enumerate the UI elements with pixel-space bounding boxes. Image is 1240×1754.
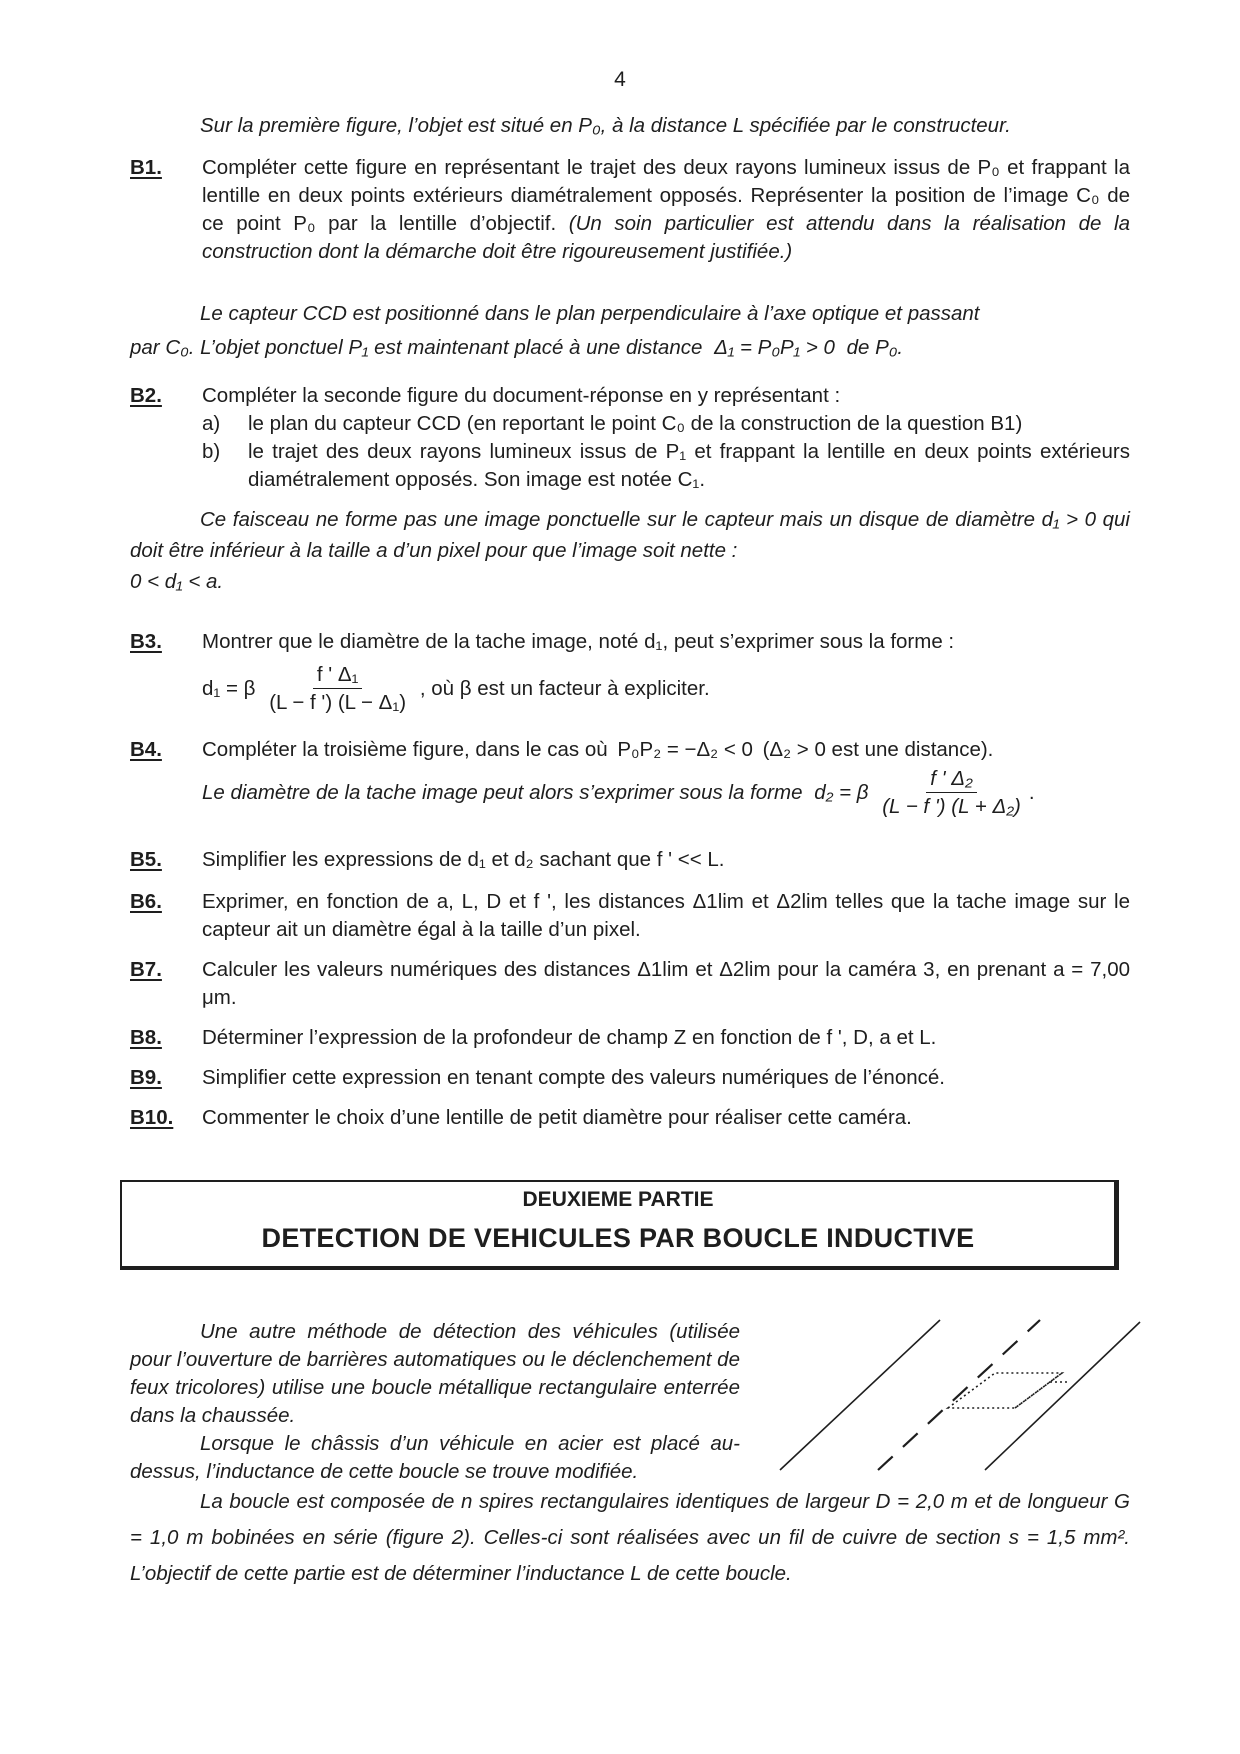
- question-b2: [130, 382, 1130, 494]
- question-label: B1.: [130, 156, 162, 179]
- formula-after: , où β est un facteur à expliciter.: [419, 676, 710, 700]
- faisceau-paragraph: [130, 504, 1130, 597]
- question-label: B5.: [130, 848, 162, 871]
- question-label: B8.: [130, 1026, 162, 1049]
- question-b10: [130, 1104, 1130, 1132]
- formula-end: .: [1028, 780, 1035, 804]
- ccd-paragraph-line2: [130, 334, 1130, 362]
- road-edge-left: [780, 1320, 940, 1470]
- question-b8: [130, 1024, 1130, 1052]
- intro-paragraph-2: Lorsque le châssis d’un véhicule en acier est placé au-dessus, l’inductance de cette boucle se trouve modifiée.: [130, 1432, 740, 1483]
- question-b7: [130, 956, 1130, 1012]
- formula-numerator: f ' Δ₁: [313, 662, 363, 689]
- part-subtitle: DEUXIEME PARTIE: [522, 1188, 714, 1211]
- faisceau-text: Ce faisceau ne forme pas une image ponctuelle sur le capteur mais un disque de diamètre d₁ > 0 qui doit être inférieur à la taille a d’un pixel pour que l’image soit nette :: [130, 508, 1130, 562]
- d2-formula-line: [202, 766, 1130, 821]
- formula-denominator: (L − f ') (L + Δ₂): [882, 795, 1021, 818]
- ccd-paragraph-line1: Le capteur CCD est positionné dans le plan perpendiculaire à l’axe optique et passant: [200, 302, 980, 325]
- question-b9: [130, 1064, 1130, 1092]
- sharpness-condition: 0 < d₁ < a.: [130, 570, 224, 593]
- part-title: DETECTION DE VEHICULES PAR BOUCLE INDUCTIVE: [261, 1223, 975, 1253]
- intro-line: Sur la première figure, l’objet est situé en P₀, à la distance L spécifiée par le constructeur.: [200, 114, 1011, 137]
- p0p2-formula: P₀P₂ = −Δ₂ < 0: [617, 738, 753, 761]
- page-number: 4: [614, 68, 626, 91]
- question-text: Calculer les valeurs numériques des distances Δ1lim et Δ2lim pour la caméra 3, en prenant a = 7,00 μm.: [202, 958, 1130, 1009]
- question-text: Montrer que le diamètre de la tache image, noté d₁, peut s’exprimer sous la forme :: [202, 630, 955, 653]
- item-text: le trajet des deux rayons lumineux issus de P₁ et frappant la lentille en deux points extérieurs diamétralement opposés. Son image est notée C₁.: [248, 440, 1130, 491]
- intro-paragraph-1: Une autre méthode de détection des véhicules (utilisée pour l’ouverture de barrières automatiques ou le déclenchement de feux tricolores) utilise une boucle métallique rectangulaire enterrée dans la chaussée.: [130, 1320, 740, 1427]
- ccd-text-end: de P₀.: [846, 336, 904, 359]
- question-label: B4.: [130, 738, 162, 761]
- question-label: B9.: [130, 1066, 162, 1089]
- road-edge-right: [985, 1322, 1140, 1470]
- question-note: (Un soin particulier est attendu dans la réalisation de la construction dont la démarche doit être rigoureusement justifiée.): [202, 212, 1131, 263]
- d1-formula: [202, 662, 1130, 717]
- question-text: Simplifier cette expression en tenant compte des valeurs numériques de l’énoncé.: [202, 1066, 945, 1089]
- part-header-box: [120, 1180, 1119, 1270]
- formula-lhs: d₂ = β: [814, 780, 869, 804]
- question-text: Exprimer, en fonction de a, L, D et f ', les distances Δ1lim et Δ2lim telles que la tache image sur le capteur ait un diamètre égal à la taille d’un pixel.: [202, 890, 1130, 941]
- question-text: Compléter la troisième figure, dans le cas où: [202, 738, 608, 761]
- road-loop-figure: [770, 1310, 1150, 1480]
- delta1-formula: Δ₁ = P₀P₁ > 0: [714, 336, 835, 359]
- item-text: le plan du capteur CCD (en reportant le point C₀ de la construction de la question B1): [248, 412, 1023, 435]
- question-text: Compléter la seconde figure du document-réponse en y représentant :: [202, 384, 841, 407]
- item-letter: b): [202, 440, 221, 463]
- question-b6: [130, 888, 1130, 944]
- question-label: B7.: [130, 958, 162, 981]
- question-text: Compléter cette figure en représentant le trajet des deux rayons lumineux issus de P₀ et frappant la lentille en deux points extérieurs diamétralement opposés. Représenter la position de l’image C₀ de ce point P₀ par la lentille d’objectif.: [202, 156, 1130, 235]
- question-text: Commenter le choix d’une lentille de petit diamètre pour réaliser cette caméra.: [202, 1106, 912, 1129]
- formula-denominator: (L − f ') (L − Δ₁): [269, 691, 407, 714]
- question-label: B2.: [130, 384, 162, 407]
- question-label: B6.: [130, 890, 162, 913]
- item-letter: a): [202, 412, 221, 435]
- question-b1: [130, 154, 1130, 266]
- question-text-end: (Δ₂ > 0 est une distance).: [762, 738, 994, 761]
- question-b3: [130, 628, 1130, 717]
- question-label: B3.: [130, 630, 162, 653]
- part-intro: [130, 1318, 740, 1486]
- boucle-paragraph: La boucle est composée de n spires rectangulaires identiques de largeur D = 2,0 m et de longueur G = 1,0 m bobinées en série (figure 2). Celles-ci sont réalisées avec un fil de cuivre de section s = 1,5 mm². L’objectif de cette partie est de déterminer l’inductance L de cette boucle.: [130, 1490, 1130, 1585]
- formula-numerator: f ' Δ₂: [926, 766, 977, 793]
- formula-lhs: d₁ = β: [202, 676, 256, 700]
- question-b5: [130, 846, 1130, 874]
- d2-intro: Le diamètre de la tache image peut alors s’exprimer sous la forme: [202, 780, 803, 804]
- question-text: Déterminer l’expression de la profondeur de champ Z en fonction de f ', D, a et L.: [202, 1026, 937, 1049]
- question-text: Simplifier les expressions de d₁ et d₂ sachant que f ' << L.: [202, 848, 725, 871]
- question-b4: [130, 736, 1130, 821]
- road-center-line: [878, 1320, 1040, 1470]
- ccd-text: par C₀. L’objet ponctuel P₁ est maintenant placé à une distance: [130, 336, 703, 359]
- question-label: B10.: [130, 1106, 174, 1129]
